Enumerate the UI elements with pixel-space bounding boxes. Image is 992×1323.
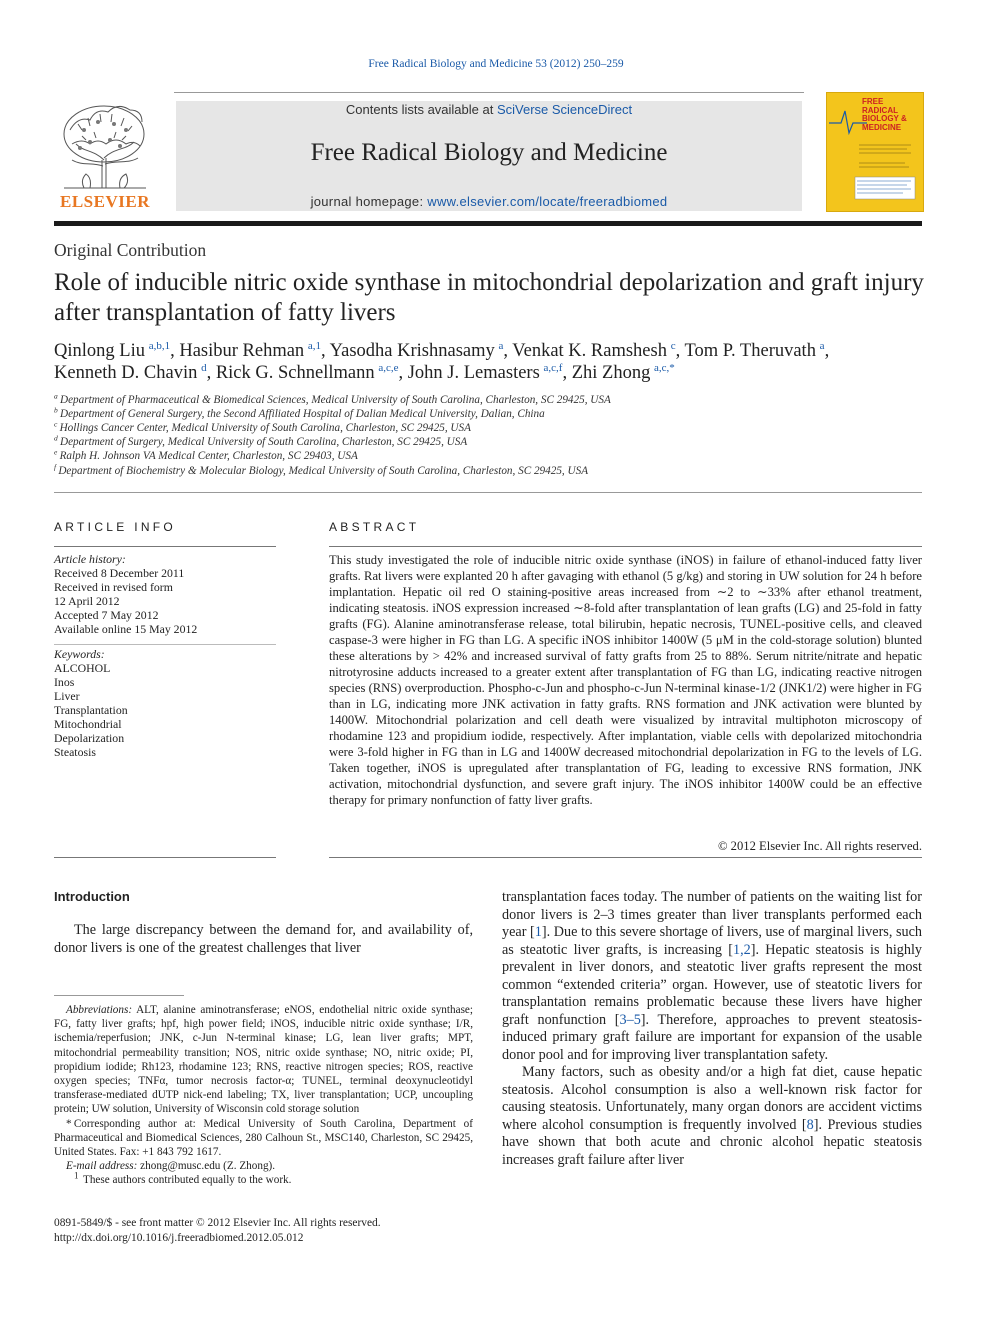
running-head[interactable]: Free Radical Biology and Medicine 53 (2012) 250–259	[368, 58, 624, 70]
introduction-paragraph: The large discrepancy between the demand for, and availability of, donor livers is one of the greatest challenges that liver	[54, 922, 473, 956]
history-item: Available online 15 May 2012	[54, 622, 198, 637]
author-name[interactable]: Kenneth D. Chavin	[54, 363, 198, 383]
author-name[interactable]: Zhi Zhong	[571, 363, 651, 383]
text-run: ]. Hepatic steatosis is highly prevalent in liver donors, and steatotic liver grafts represent the most common “extended criteria” organ. However, use of steatotic livers for transplantation remains problematic because these livers have higher graft nonfunction [	[502, 941, 922, 1028]
author-separator: ,	[675, 341, 685, 361]
elsevier-wordmark: ELSEVIER	[60, 192, 150, 211]
doi-link[interactable]: http://dx.doi.org/10.1016/j.freeradbiomed.2012.05.012	[54, 1231, 304, 1244]
article-info-heading: ARTICLE INFO	[54, 520, 177, 534]
author-affiliation-marker[interactable]: a,c,e	[378, 361, 399, 374]
homepage-link[interactable]: www.elsevier.com/locate/freeradbiomed	[427, 194, 668, 209]
corresponding-footnote: * Corresponding author at: Medical University of South Carolina, Department of Pharmaceutical and Biomedical Sciences, 280 Calhoun St., MSC140, Charleston, SC 29425, United States. Fax: +1 843 792 1617.	[54, 1117, 473, 1159]
author-affiliation-marker[interactable]: a,c,*	[654, 361, 675, 374]
text-run: ]. Due to this severe shortage of livers, use of marginal livers, such as steatotic liver grafts, is increasing [	[502, 924, 922, 958]
affiliation	[54, 433, 914, 448]
text-run: ]. Therefore, approaches to prevent steatosis-induced primary graft failure are important for expansion of the usable donor pool and for improving liver transplantation safety.	[502, 1011, 922, 1063]
introduction-heading: Introduction	[54, 889, 130, 904]
email-label: E-mail address:	[66, 1160, 138, 1173]
text-run: ]. Previous studies have shown that both acute and chronic alcohol hepatic steatosis increases graft failure after liver	[502, 1116, 922, 1168]
abbreviations-label: Abbreviations:	[66, 1004, 133, 1016]
keyword: Liver	[54, 688, 80, 703]
affiliation	[54, 447, 914, 462]
affiliation-text: Department of Biochemistry & Molecular Biology, Medical University of South Carolina, Charleston, SC 29425, USA	[58, 465, 589, 477]
article-info	[54, 552, 279, 759]
equal-contribution-footnote: $^1$ These authors contributed equally to the work.	[74, 1170, 292, 1187]
author-name[interactable]: Tom P. Theruvath	[684, 341, 816, 361]
author-affiliation-marker[interactable]: a,c,f	[543, 361, 563, 374]
introduction-right-column	[502, 889, 922, 1169]
history-item: Accepted 7 May 2012	[54, 608, 159, 623]
intro-paragraph-1	[502, 889, 922, 1064]
text-run: transplantation faces today. The number of patients on the waiting list for donor livers is 2–3 times greater than liver transplants performed each year [	[502, 889, 922, 940]
affiliation	[54, 462, 914, 477]
affiliation	[54, 391, 914, 406]
author-separator: ,	[824, 341, 830, 361]
email-text[interactable]: zhong@musc.edu (Z. Zhong).	[137, 1160, 276, 1173]
author-name[interactable]: Rick G. Schnellmann	[215, 363, 375, 383]
email-footnote	[54, 1159, 473, 1173]
author-affiliation-marker[interactable]: a,b,1	[148, 339, 171, 352]
author-separator: ,	[562, 363, 572, 383]
author-separator: ,	[206, 363, 216, 383]
cover-title	[862, 98, 920, 132]
keyword: ALCOHOL	[54, 660, 111, 675]
footnotes	[54, 1003, 473, 1188]
author-list	[54, 340, 934, 384]
history-item: 12 April 2012	[54, 594, 120, 609]
abstract-copyright: © 2012 Elsevier Inc. All rights reserved.	[717, 839, 922, 853]
author-name[interactable]: Venkat K. Ramshesh	[512, 341, 667, 361]
reference-link[interactable]: 1,2	[733, 941, 751, 958]
issn-block	[54, 1216, 474, 1245]
author-separator: ,	[398, 363, 408, 383]
article-type: Original Contribution	[54, 240, 207, 260]
history-label: Article history:	[54, 552, 126, 566]
affiliation-key: a	[54, 391, 58, 401]
history-item: Received 8 December 2011	[54, 566, 185, 581]
keywords-label: Keywords:	[54, 646, 105, 661]
author-name[interactable]: Yasodha Krishnasamy	[329, 341, 495, 361]
cover-title-line: MEDICINE	[862, 122, 902, 132]
affiliation-text: Department of Surgery, Medical University of South Carolina, Charleston, SC 29425, USA	[60, 436, 468, 448]
homepage-prefix: journal homepage:	[310, 194, 428, 209]
text-run: Many factors, such as obesity and/or a high fat diet, cause hepatic steatosis. Alcohol consumption is also a well-known risk factor for causing steatosis. Unfortunately, many organ donors are accident victims where alcohol consumption is frequently involved [	[502, 1064, 922, 1133]
keyword: Inos	[54, 674, 75, 689]
issn-line: 0891-5849/$ - see front matter © 2012 Elsevier Inc. All rights reserved.	[54, 1217, 381, 1229]
article-info-rule	[54, 546, 276, 547]
affiliation-text: Hollings Cancer Center, Medical University of South Carolina, Charleston, SC 29425, USA	[59, 422, 471, 434]
footnote-rule	[54, 995, 184, 996]
reference-link[interactable]: 1	[534, 924, 542, 940]
author-separator: ,	[170, 341, 180, 361]
author-affiliation-marker[interactable]: a	[819, 339, 825, 352]
cover-title-line: BIOLOGY &	[862, 114, 907, 123]
article-title: Role of inducible nitric oxide synthase in mitochondrial depolarization and graft injury after transplantation of fatty livers	[54, 269, 924, 326]
abbreviations-footnote	[54, 1003, 473, 1117]
abstract-heading: ABSTRACT	[329, 520, 420, 534]
author-separator: ,	[321, 341, 330, 361]
sciencedirect-link[interactable]: SciVerse ScienceDirect	[496, 102, 633, 117]
author-separator: ,	[503, 341, 513, 361]
author-name[interactable]: Hasibur Rehman	[179, 341, 305, 361]
keyword: Steatosis	[54, 745, 96, 760]
affiliation-text: Department of Pharmaceutical & Biomedical Sciences, Medical University of South Carolina, Charleston, SC 29425, USA	[60, 394, 611, 406]
affiliation	[54, 419, 914, 434]
keyword: Transplantation	[54, 702, 128, 717]
intro-paragraph-2	[502, 1064, 922, 1169]
cover-title-line: RADICAL	[862, 105, 898, 115]
keyword: Mitochondrial	[54, 717, 122, 732]
affiliation-key: b	[54, 405, 58, 415]
journal-name: Free Radical Biology and Medicine	[310, 139, 668, 166]
author-affiliation-marker[interactable]: c	[670, 339, 676, 352]
reference-link[interactable]: 3–5	[619, 1011, 641, 1028]
history-item: Received in revised form	[54, 580, 173, 595]
keyword: Depolarization	[54, 731, 125, 746]
reference-link[interactable]: 8	[806, 1116, 814, 1133]
abstract-text: This study investigated the role of inducible nitric oxide synthase (iNOS) in failure of ethanol-induced fatty liver grafts. Rat livers were explanted 20 h after gavaging with ethanol (5 g/kg) and storing in UW solution for 24 h before implantation. Hepatic oil red O staining-positive areas increased from ∼2 to ∼33% after ethanol treatment, indicating steatosis. iNOS expression increased ∼8-fold after transplantation of lean grafts (LG) and 25-fold in fatty grafts (FG). Alanine aminotransferase release, total bilirubin, hepatic necrosis, TUNEL-positive cells, and cleaved caspase-3 were higher in FG than LG. A specific iNOS inhibitor 1400W (5 μM in the cold-storage solution) blunted these alterations by > 42% and increased survival of fatty grafts from 25 to 88%. Serum nitrite/nitrate and hepatic nitrotyrosine adducts increased to a greater extent after transplantation of FG than LG, indicating reactive nitrogen species (RNS) overproduction. Phospho-c-Jun and phospho-c-Jun N-terminal kinase-1/2 (JNK1/2) were higher in FG than in LG, indicating more JNK activation in fatty grafts. RNS formation and JNK activation were blunted by 1400W. Mitochondrial polarization and cell death were visualized by intravital multiphoton microscopy of rhodamine 123 and propidium iodide, respectively. After implantation, viable cells with depolarized mitochondria were 3-fold higher in FG than in LG and 1400W decreased mitochondrial depolarization in FG to the levels of LG. Taken together, iNOS is upregulated after transplantation of FG, leading to excessive RNS formation, JNK activation, mitochondrial dysfunction, and severe graft injury. The iNOS inhibitor 1400W could be an effective therapy for primary nonfunction of fatty liver grafts.	[329, 553, 922, 807]
affiliation-rule	[54, 492, 922, 493]
affiliation-key: e	[54, 447, 58, 457]
banner-top-rule	[174, 92, 804, 93]
header-rule	[54, 221, 922, 226]
affiliation-key: d	[54, 433, 58, 443]
abstract-rule	[329, 546, 922, 547]
contents-line	[176, 102, 802, 117]
affiliation-key: c	[54, 419, 58, 429]
abstract-bottom-rule	[329, 857, 922, 858]
affiliation-text: Department of General Surgery, the Second Affiliated Hospital of Dalian Medical University, Dalian, China	[60, 408, 545, 420]
author-name[interactable]: Qinlong Liu	[54, 341, 145, 361]
author-affiliation-marker[interactable]: d	[201, 361, 207, 374]
cover-title-line: FREE	[862, 97, 884, 106]
homepage-line	[176, 194, 802, 209]
equal-contribution-text: These authors contributed equally to the work.	[82, 1174, 292, 1187]
article-info-bottom-rule	[54, 857, 276, 858]
affiliation-key: f	[54, 462, 57, 472]
author-affiliation-marker[interactable]: a,1	[307, 339, 322, 352]
author-name[interactable]: John J. Lemasters	[407, 363, 540, 383]
author-affiliation-marker[interactable]: a	[498, 339, 504, 352]
contents-prefix: Contents lists available at	[345, 102, 497, 117]
corresponding-text: Corresponding author at: Medical University of South Carolina, Department of Pharmaceutical and Biomedical Sciences, 280 Calhoun St., MSC140, Charleston, SC 29425, United States. Fax: +1 843 792 1617.	[54, 1117, 473, 1159]
affiliation	[54, 405, 914, 420]
abbreviations-text: ALT, alanine aminotransferase; eNOS, endothelial nitric oxide synthase; FG, fatty liver grafts; hpf, high power field; iNOS, inducible nitric oxide synthase; I/R, ischemia/reperfusion; JNK, c-Jun N-terminal kinase; LG, lean liver grafts; MPT, mitochondrial permeability transition; NOS, nitric oxide synthase; NO, nitric oxide; PI, propidium iodide; Rh123, rhodamine 123; RNS, reactive nitrogen species; ROS, reactive oxygen species; TNFα, tumor necrosis factor-α; TUNEL, terminal deoxynucleotidyl transferase-mediated dUTP nick-end labeling; TX, liver transplantation; UCP, uncoupling protein; UW solution, University of Wisconsin cold storage solution	[54, 1004, 473, 1116]
affiliation-text: Ralph H. Johnson VA Medical Center, Charleston, SC 29403, USA	[59, 450, 358, 462]
